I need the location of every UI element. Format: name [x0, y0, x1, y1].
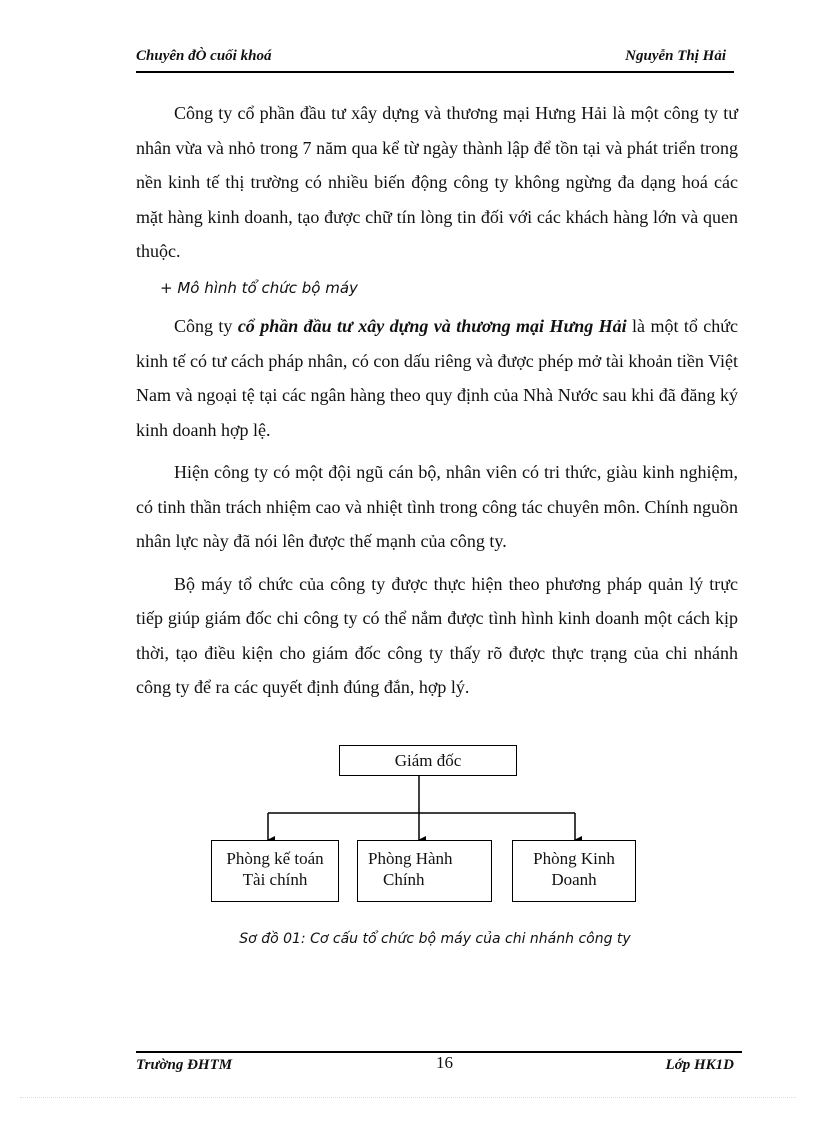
company-name-emphasis: cổ phần đầu tư xây dựng và thương mại Hưng Hải	[237, 316, 627, 336]
paragraph-1: Công ty cổ phần đầu tư xây dựng và thương mại Hưng Hải là một công ty tư nhân vừa và nhỏ trong 7 năm qua kể từ ngày thành lập để tồn tại và phát triển trong nền kinh tế thị trường có nhiều biến động công ty không ngừng đa dạng hoá các mặt hàng kinh doanh, tạo được chữ tín lòng tin đối với các khách hàng lớn và quen thuộc.	[136, 103, 738, 261]
header-author: Nguyễn Thị Hải	[625, 48, 726, 64]
paragraph-2-rest: là một tổ chức kinh tế có tư cách pháp nhân, có con dấu riêng và được phép mở tài khoản tiền Việt Nam và ngoại tệ tại các ngân hàng theo quy định của Nhà Nước sau khi đã đăng ký kinh doanh hợp lệ.	[136, 316, 738, 440]
accounting-dept-line2: Tài chính	[242, 870, 308, 889]
business-dept-line1: Phòng Kinh	[533, 849, 615, 868]
director-box	[339, 745, 517, 776]
accounting-dept-line1: Phòng kế toán	[226, 849, 324, 868]
footer-school: Trường ĐHTM	[136, 1057, 233, 1073]
section-bullet: + Mô hình tổ chức bộ máy	[160, 278, 358, 297]
bottom-dotted-rule	[20, 1097, 796, 1098]
director-label: Giám đốc	[394, 751, 462, 770]
admin-dept-line1: Phòng Hành	[368, 849, 453, 868]
accounting-dept-box	[211, 840, 339, 902]
admin-dept-line2: Chính	[383, 870, 425, 889]
diagram-caption: Sơ đồ 01: Cơ cấu tổ chức bộ máy của chi nhánh công ty	[239, 931, 631, 947]
paragraph-2-start: Công ty	[174, 316, 238, 336]
footer-class: Lớp HK1D	[665, 1057, 734, 1073]
paragraph-3: Hiện công ty có một đội ngũ cán bộ, nhân viên có tri thức, giàu kinh nghiệm, có tinh thần trách nhiệm cao và nhiệt tình trong công tác chuyên môn. Chính nguồn nhân lực này đã nói lên được thế mạnh của công ty.	[136, 462, 738, 551]
header-left-text: Chuyên đÒ cuối khoá	[136, 48, 272, 64]
business-dept-line2: Doanh	[551, 870, 597, 889]
admin-dept-box	[357, 840, 492, 902]
page-footer	[136, 1051, 742, 1079]
page-number: 16	[436, 1053, 453, 1072]
business-dept-box	[512, 840, 636, 902]
paragraph-4: Bộ máy tổ chức của công ty được thực hiện theo phương pháp quản lý trực tiếp giúp giám đốc chi công ty có thể nắm được tình hình kinh doanh một cách kịp thời, tạo điều kiện cho giám đốc công ty thấy rõ được thực trạng của chi nhánh công ty để ra các quyết định đúng đắn, hợp lý.	[136, 573, 738, 697]
